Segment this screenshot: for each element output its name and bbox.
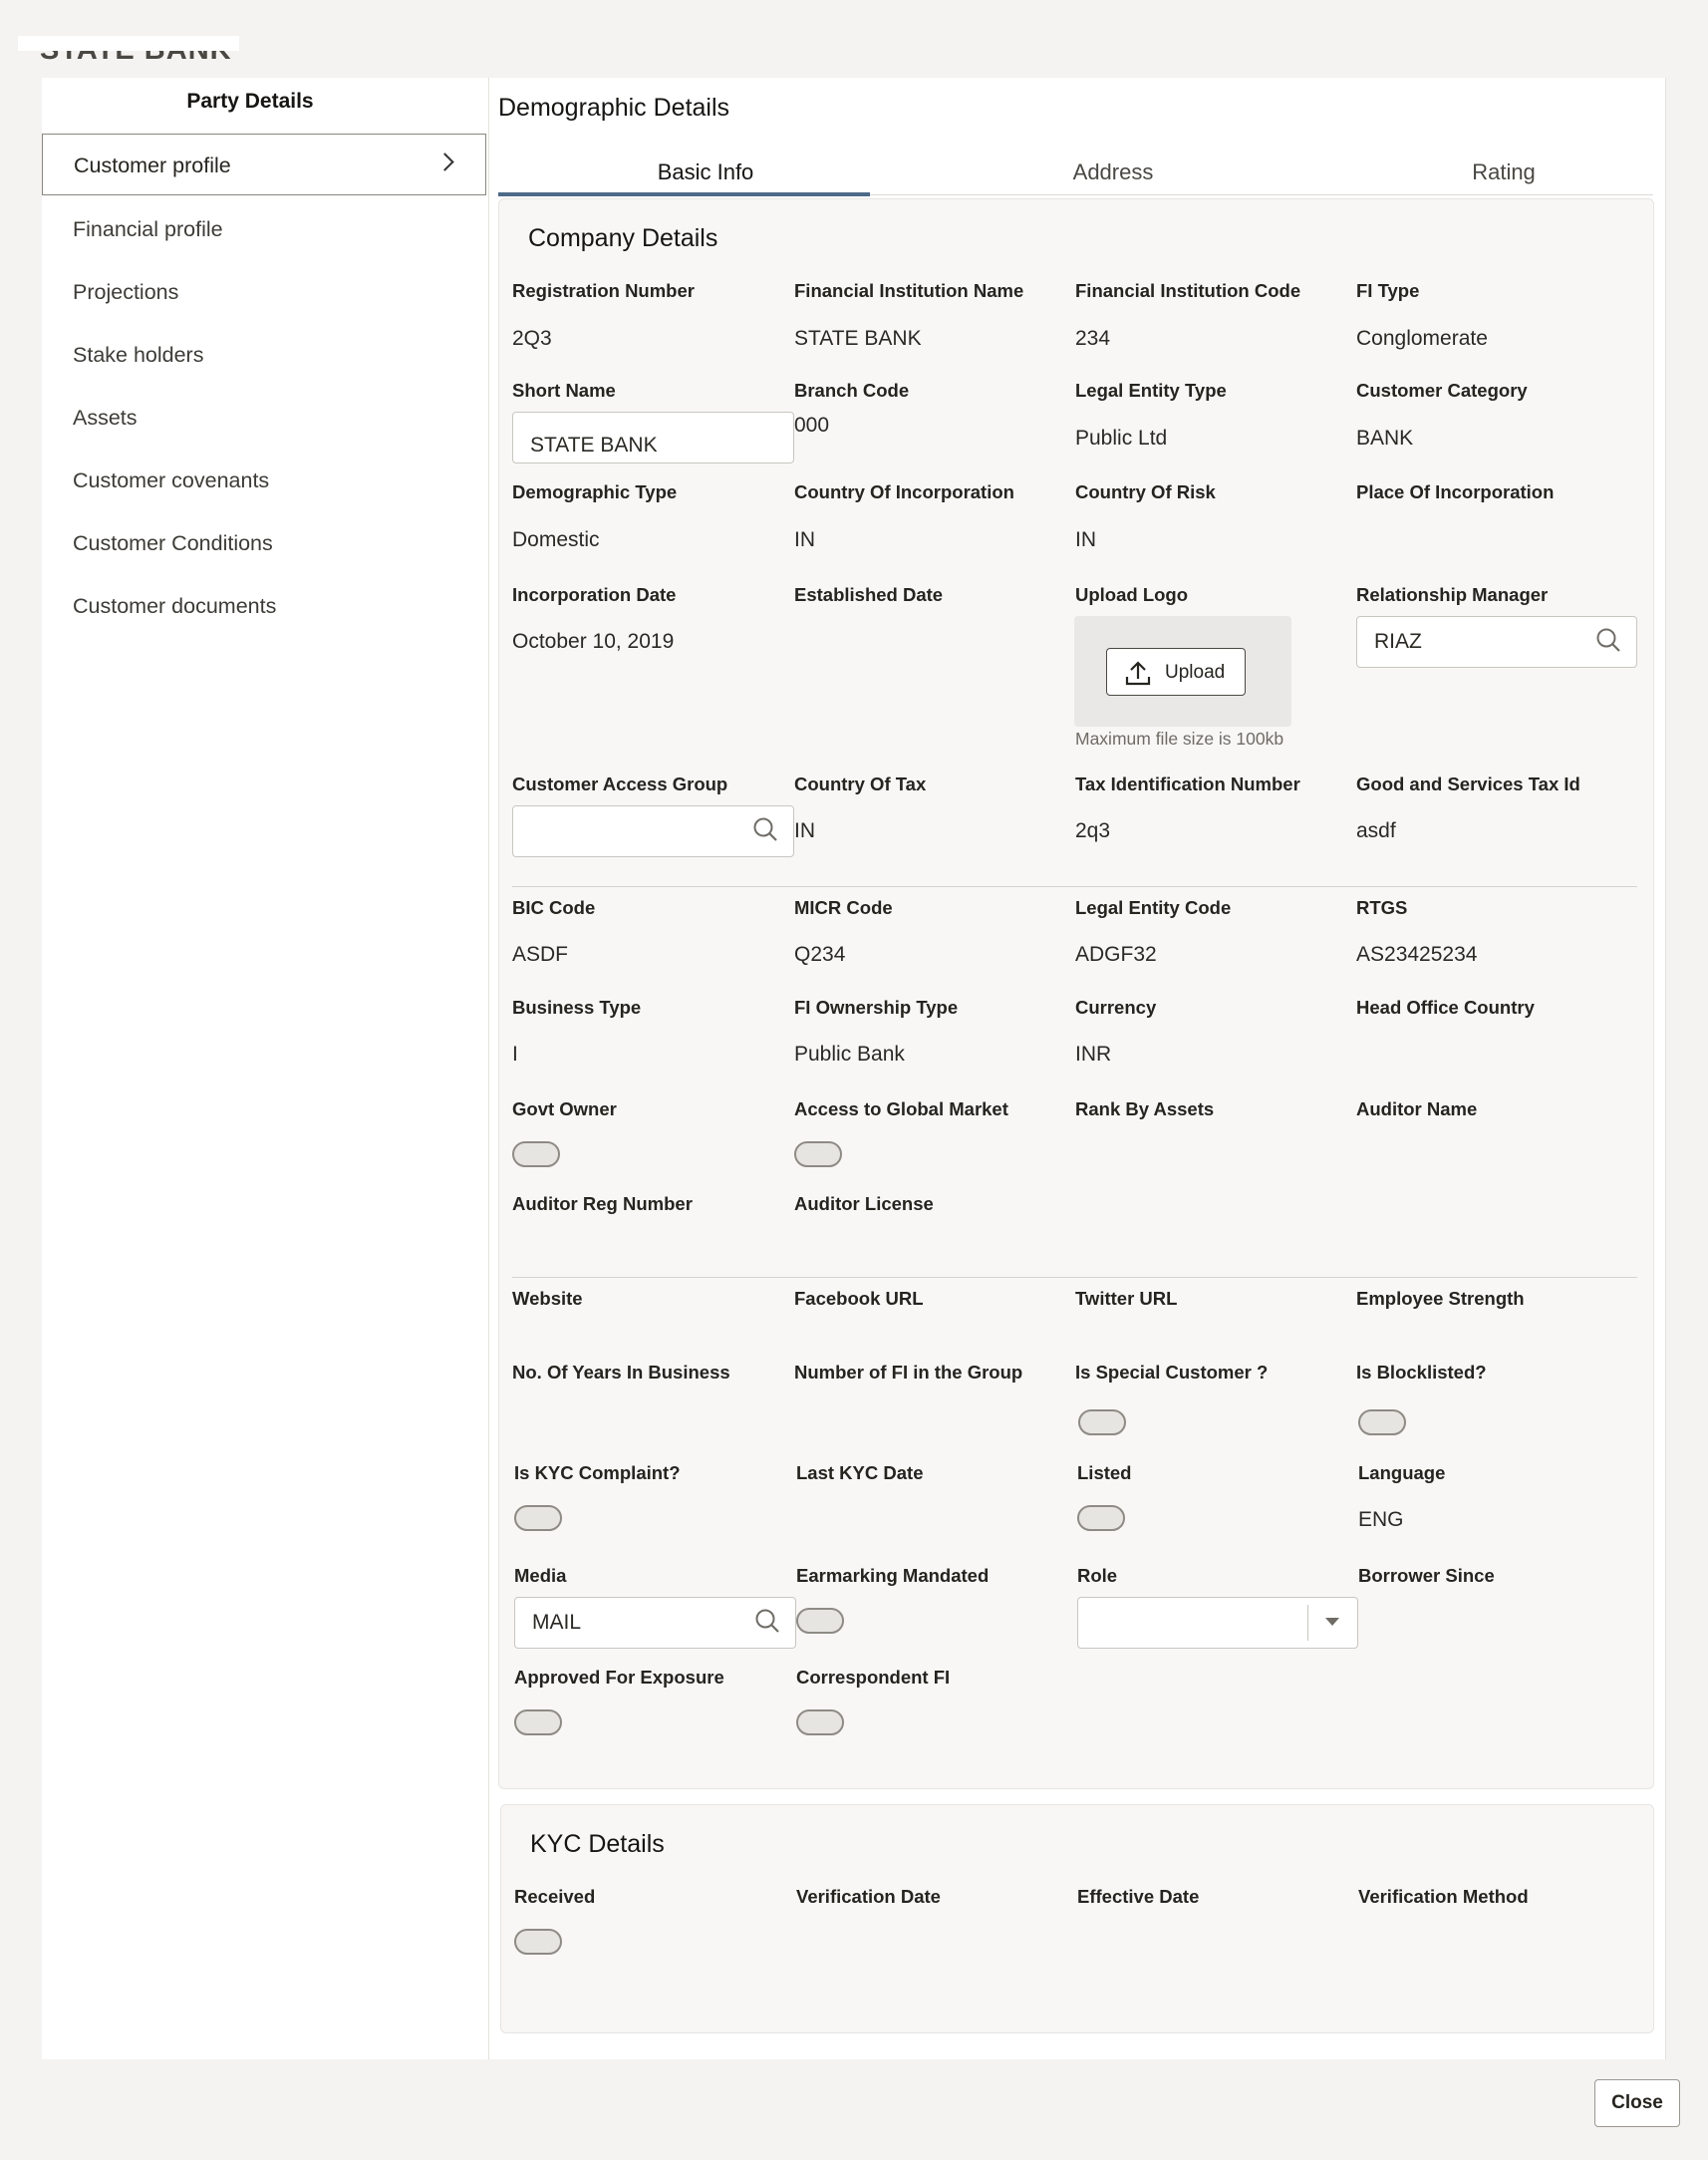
gst-id-value: asdf	[1356, 819, 1396, 842]
chevron-right-icon	[435, 153, 453, 170]
facebook-url-label: Facebook URL	[794, 1288, 924, 1309]
access-global-market-toggle[interactable]	[794, 1141, 842, 1167]
rtgs-label: RTGS	[1356, 897, 1408, 918]
verification-date-label: Verification Date	[796, 1886, 941, 1907]
years-in-business-label: No. Of Years In Business	[512, 1362, 730, 1383]
country-tax-label: Country Of Tax	[794, 773, 927, 794]
last-kyc-date-label: Last KYC Date	[796, 1462, 924, 1483]
fi-code-label: Financial Institution Code	[1075, 280, 1301, 301]
legal-entity-code-label: Legal Entity Code	[1075, 897, 1232, 918]
earmarking-mandated-label: Earmarking Mandated	[796, 1565, 990, 1586]
active-tab-indicator	[498, 192, 870, 196]
govt-owner-label: Govt Owner	[512, 1098, 617, 1119]
is-blocklisted-toggle[interactable]	[1358, 1409, 1406, 1435]
incorporation-date-value: October 10, 2019	[512, 630, 675, 653]
sidebar-item-label: Customer Conditions	[73, 531, 273, 555]
tab-address[interactable]: Address	[1072, 159, 1154, 184]
tab-rating[interactable]: Rating	[1472, 159, 1536, 184]
sidebar-item-customer-conditions[interactable]	[42, 512, 486, 574]
media-value: MAIL	[532, 1611, 582, 1634]
sidebar-item-customer-documents[interactable]	[42, 575, 486, 637]
is-blocklisted-label: Is Blocklisted?	[1356, 1362, 1487, 1383]
kyc-details-title: KYC Details	[530, 1830, 665, 1858]
kyc-received-toggle[interactable]	[514, 1929, 562, 1955]
bic-code-value: ASDF	[512, 943, 569, 966]
branch-code-value: 000	[794, 414, 830, 437]
upload-logo-label: Upload Logo	[1075, 584, 1189, 605]
approved-for-exposure-label: Approved For Exposure	[514, 1667, 724, 1688]
correspondent-fi-toggle[interactable]	[796, 1709, 844, 1735]
media-label: Media	[514, 1565, 567, 1586]
short-name-input[interactable]	[512, 412, 794, 463]
country-risk-value: IN	[1075, 528, 1096, 551]
sidebar-item-stake-holders[interactable]	[42, 324, 486, 386]
company-details-title: Company Details	[528, 224, 718, 252]
section-divider	[512, 886, 1637, 887]
currency-label: Currency	[1075, 997, 1157, 1018]
sidebar-item-customer-covenants[interactable]	[42, 450, 486, 511]
bic-code-label: BIC Code	[512, 897, 596, 918]
tax-id-label: Tax Identification Number	[1075, 773, 1300, 794]
party-details-title: Party Details	[186, 90, 314, 113]
upload-button-label: Upload	[1165, 662, 1226, 683]
employee-strength-label: Employee Strength	[1356, 1288, 1525, 1309]
verification-method-label: Verification Method	[1358, 1886, 1529, 1907]
listed-label: Listed	[1077, 1462, 1132, 1483]
is-special-customer-label: Is Special Customer ?	[1075, 1362, 1269, 1383]
gst-id-label: Good and Services Tax Id	[1356, 773, 1580, 794]
correspondent-fi-label: Correspondent FI	[796, 1667, 951, 1688]
tab-divider	[870, 194, 1653, 195]
sidebar-item-label: Stake holders	[73, 343, 204, 367]
fi-in-group-label: Number of FI in the Group	[794, 1362, 1023, 1383]
sidebar-item-assets[interactable]	[42, 387, 486, 449]
search-icon[interactable]	[1595, 627, 1621, 653]
fi-code-value: 234	[1075, 327, 1111, 350]
website-label: Website	[512, 1288, 583, 1309]
sidebar-item-label: Financial profile	[73, 217, 223, 241]
registration-number-label: Registration Number	[512, 280, 695, 301]
search-icon[interactable]	[752, 816, 778, 842]
demographic-type-value: Domestic	[512, 528, 600, 551]
close-button[interactable]: Close	[1594, 2079, 1680, 2127]
customer-category-label: Customer Category	[1356, 380, 1528, 401]
branch-code-label: Branch Code	[794, 380, 910, 401]
customer-access-group-label: Customer Access Group	[512, 773, 728, 794]
is-kyc-complaint-toggle[interactable]	[514, 1505, 562, 1531]
role-select[interactable]	[1077, 1597, 1358, 1649]
sidebar-item-label: Projections	[73, 280, 179, 304]
head-office-country-label: Head Office Country	[1356, 997, 1535, 1018]
sidebar-item-financial-profile[interactable]	[42, 198, 486, 260]
chevron-down-icon[interactable]	[1324, 1617, 1340, 1627]
demographic-type-label: Demographic Type	[512, 481, 678, 502]
govt-owner-toggle[interactable]	[512, 1141, 560, 1167]
role-label: Role	[1077, 1565, 1118, 1586]
business-type-value: I	[512, 1043, 518, 1066]
currency-value: INR	[1075, 1043, 1112, 1066]
twitter-url-label: Twitter URL	[1075, 1288, 1178, 1309]
fi-name-label: Financial Institution Name	[794, 280, 1024, 301]
is-special-customer-toggle[interactable]	[1078, 1409, 1126, 1435]
is-kyc-complaint-label: Is KYC Complaint?	[514, 1462, 681, 1483]
listed-toggle[interactable]	[1077, 1505, 1125, 1531]
upload-button[interactable]	[1106, 648, 1246, 696]
auditor-name-label: Auditor Name	[1356, 1098, 1478, 1119]
legal-entity-type-label: Legal Entity Type	[1075, 380, 1227, 401]
page-title: Demographic Details	[498, 94, 730, 122]
sidebar-item-label: Customer covenants	[73, 468, 270, 492]
fi-name-value: STATE BANK	[794, 327, 922, 350]
sidebar-item-projections[interactable]	[42, 261, 486, 323]
short-name-value: STATE BANK	[530, 434, 658, 457]
search-icon[interactable]	[754, 1608, 780, 1634]
app-title-mask	[18, 36, 239, 51]
country-tax-value: IN	[794, 819, 815, 842]
place-incorporation-label: Place Of Incorporation	[1356, 481, 1555, 502]
incorporation-date-label: Incorporation Date	[512, 584, 677, 605]
micr-code-value: Q234	[794, 943, 846, 966]
legal-entity-type-value: Public Ltd	[1075, 427, 1168, 450]
fi-ownership-type-label: FI Ownership Type	[794, 997, 959, 1018]
sidebar-item-customer-profile[interactable]	[42, 134, 486, 195]
sidebar-item-label: Customer documents	[73, 594, 277, 618]
kyc-details-card	[500, 1804, 1654, 2033]
short-name-label: Short Name	[512, 380, 616, 401]
upload-icon	[1123, 658, 1153, 688]
approved-for-exposure-toggle[interactable]	[514, 1709, 562, 1735]
relationship-manager-value: RIAZ	[1374, 630, 1422, 653]
effective-date-label: Effective Date	[1077, 1886, 1200, 1907]
language-label: Language	[1358, 1462, 1446, 1483]
select-divider	[1307, 1605, 1308, 1641]
auditor-license-label: Auditor License	[794, 1193, 934, 1214]
rank-by-assets-label: Rank By Assets	[1075, 1098, 1215, 1119]
kyc-received-label: Received	[514, 1886, 596, 1907]
registration-number-value: 2Q3	[512, 327, 552, 350]
relationship-manager-label: Relationship Manager	[1356, 584, 1549, 605]
upload-hint: Maximum file size is 100kb	[1075, 729, 1284, 749]
language-value: ENG	[1358, 1508, 1404, 1531]
business-type-label: Business Type	[512, 997, 642, 1018]
sidebar-item-label: Assets	[73, 406, 138, 430]
fi-type-label: FI Type	[1356, 280, 1420, 301]
established-date-label: Established Date	[794, 584, 944, 605]
borrower-since-label: Borrower Since	[1358, 1565, 1495, 1586]
sidebar-item-label: Customer profile	[74, 154, 231, 177]
fi-type-value: Conglomerate	[1356, 327, 1488, 350]
rtgs-value: AS23425234	[1356, 943, 1478, 966]
country-incorporation-label: Country Of Incorporation	[794, 481, 1014, 502]
country-risk-label: Country Of Risk	[1075, 481, 1216, 502]
fi-ownership-type-value: Public Bank	[794, 1043, 905, 1066]
auditor-reg-number-label: Auditor Reg Number	[512, 1193, 693, 1214]
country-incorporation-value: IN	[794, 528, 815, 551]
earmarking-mandated-toggle[interactable]	[796, 1608, 844, 1634]
legal-entity-code-value: ADGF32	[1075, 943, 1157, 966]
micr-code-label: MICR Code	[794, 897, 893, 918]
access-global-market-label: Access to Global Market	[794, 1098, 1008, 1119]
tax-id-value: 2q3	[1075, 819, 1111, 842]
tab-basic-info[interactable]: Basic Info	[657, 159, 754, 184]
section-divider	[512, 1277, 1637, 1278]
customer-category-value: BANK	[1356, 427, 1414, 450]
